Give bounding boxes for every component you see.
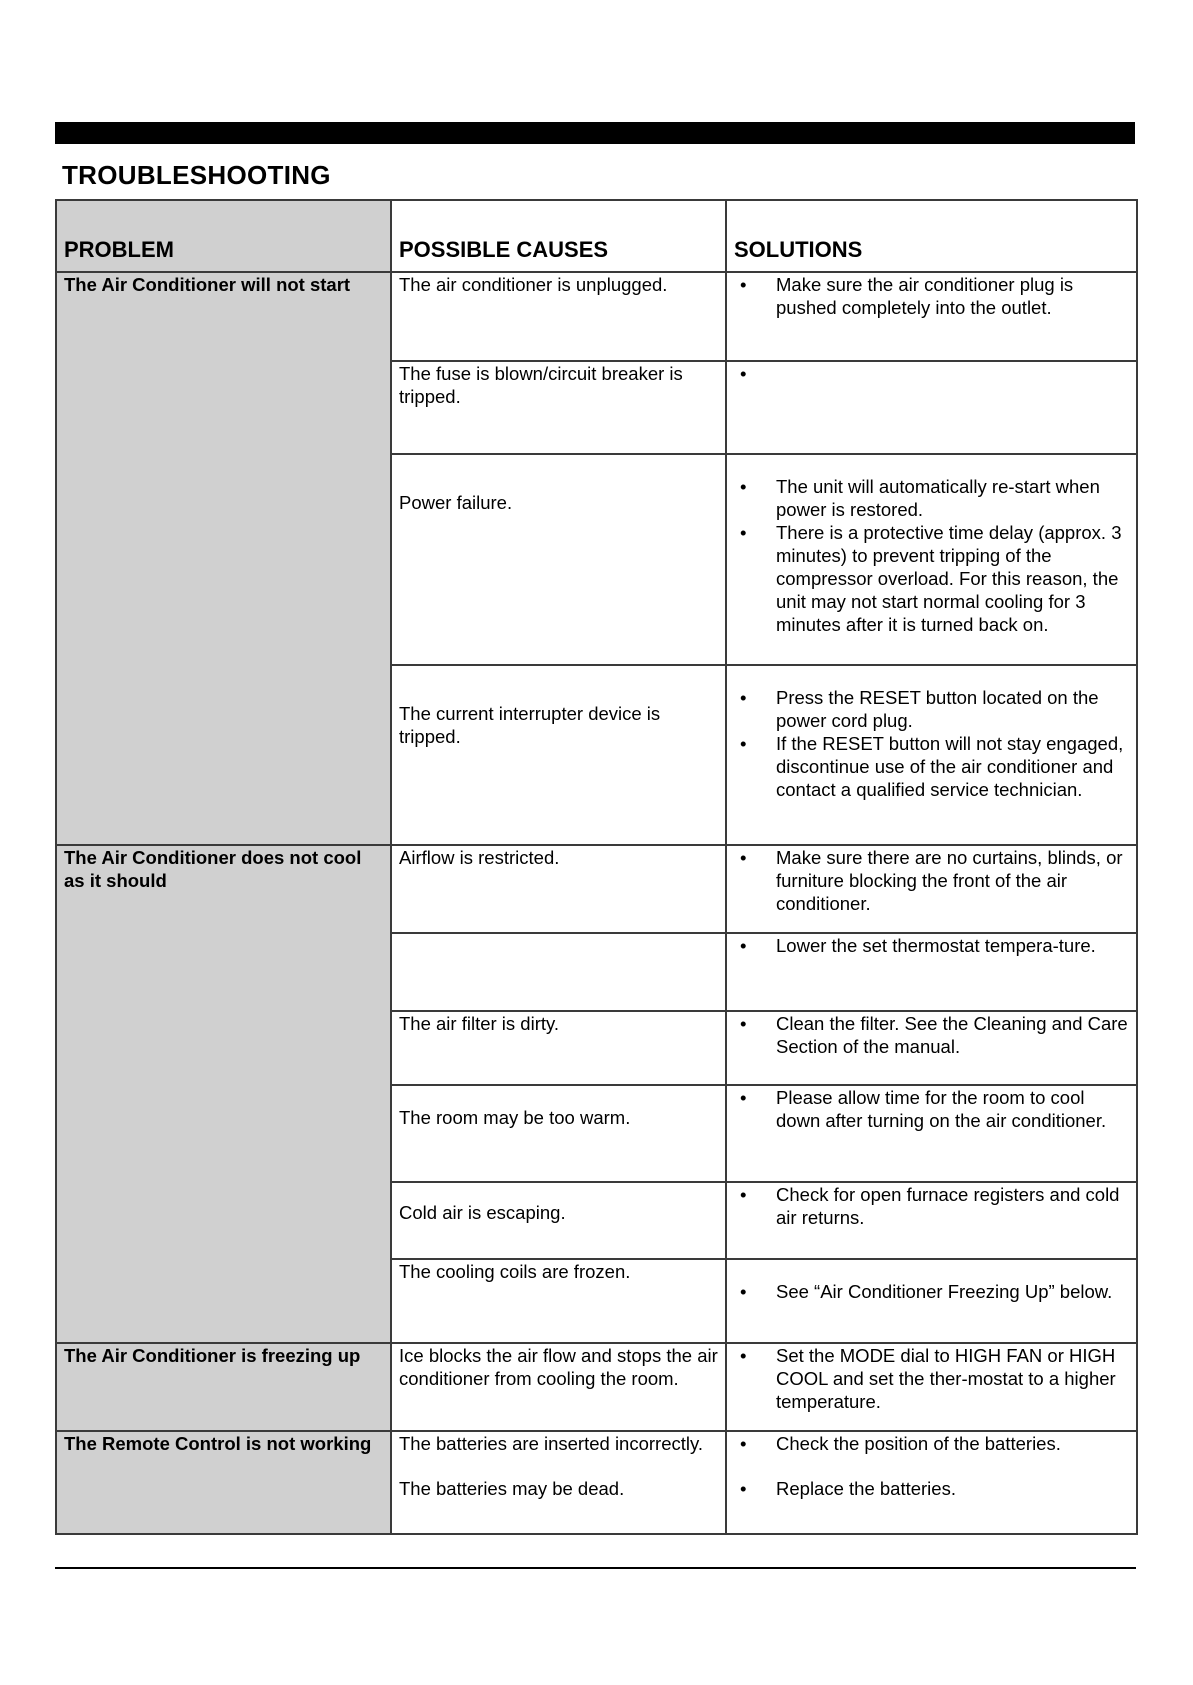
header-bar	[55, 122, 1135, 144]
cause-cell: The room may be too warm.	[391, 1085, 726, 1182]
bullet-icon: •	[740, 274, 747, 295]
solution-item: • Replace the batteries.	[740, 1477, 956, 1499]
problem-cell: The Air Conditioner is freezing up	[56, 1343, 391, 1431]
bullet-icon: •	[740, 935, 747, 957]
cause-line: The batteries may be dead.	[399, 1477, 625, 1499]
cause-cell: The fuse is blown/circuit breaker is tripped.	[391, 361, 726, 454]
solution-cell	[726, 845, 1137, 933]
solution-item: • Make sure the air conditioner plug is pushed completely into the outlet.	[740, 274, 1074, 318]
bullet-icon: •	[740, 1087, 747, 1109]
cause-cell	[391, 933, 726, 1011]
solution-cell	[726, 1011, 1137, 1086]
problem-header: PROBLEM	[56, 200, 391, 272]
spacer	[734, 1455, 1129, 1477]
bullet-icon: •	[740, 362, 747, 384]
problem-cell: The Air Conditioner will not start	[56, 272, 391, 845]
solution-cell	[726, 454, 1137, 666]
solution-cell	[726, 1259, 1137, 1343]
solution-item: • See “Air Conditioner Freezing Up” below.	[740, 1281, 1113, 1303]
bullet-icon: •	[740, 1432, 747, 1454]
solution-item: • Please allow time for the room to cool down after turning on the air conditioner.	[740, 1087, 1107, 1132]
solution-cell	[726, 272, 1137, 361]
solution-item: • Lower the set thermostat tempera-ture.	[740, 935, 1096, 957]
page-title: TROUBLESHOOTING	[62, 160, 331, 190]
solution-item: • Set the MODE dial to HIGH FAN or HIGH COOL and set the ther-mostat to a higher temperature.	[740, 1344, 1116, 1412]
footer-rule	[55, 1567, 1136, 1569]
cause-cell: Power failure.	[391, 454, 726, 666]
causes-header: POSSIBLE CAUSES	[391, 200, 726, 272]
table-row	[56, 272, 1137, 361]
table-row	[56, 845, 1137, 933]
cause-cell	[391, 1431, 726, 1534]
solution-cell	[726, 1085, 1137, 1182]
cause-cell: The air conditioner is unplugged.	[391, 272, 726, 361]
bullet-icon: •	[740, 687, 747, 709]
problem-cell: The Remote Control is not working	[56, 1431, 391, 1534]
table-row	[56, 1343, 1137, 1431]
header-row	[56, 200, 1137, 272]
problem-cell: The Air Conditioner does not cool as it should	[56, 845, 391, 1343]
solution-item: • Make sure there are no curtains, blinds, or furniture blocking the front of the air conditioner.	[740, 847, 1123, 915]
cause-cell: The air filter is dirty.	[391, 1011, 726, 1086]
solution-cell	[726, 1343, 1137, 1431]
table-row	[56, 1431, 1137, 1534]
solutions-header: SOLUTIONS	[726, 200, 1137, 272]
bullet-icon: •	[740, 1477, 747, 1499]
cause-cell: Ice blocks the air flow and stops the air conditioner from cooling the room.	[391, 1343, 726, 1431]
solution-cell	[726, 361, 1137, 454]
solution-item: • There is a protective time delay (approx. 3 minutes) to prevent tripping of the compressor overload. For this reason, the unit may not start normal cooling for 3 minutes after it is turned back on.	[740, 521, 1122, 635]
bullet-icon: •	[740, 847, 747, 869]
bullet-icon: •	[740, 733, 747, 755]
solution-item: • Clean the filter. See the Cleaning and Care Section of the manual.	[740, 1012, 1128, 1057]
bullet-icon: •	[740, 521, 747, 543]
solution-item: • Press the RESET button located on the power cord plug.	[740, 687, 1099, 732]
solution-cell	[726, 1182, 1137, 1259]
solution-cell	[726, 933, 1137, 1011]
solution-item: • Check the position of the batteries.	[740, 1432, 1061, 1454]
bullet-icon: •	[740, 1281, 747, 1303]
solution-cell	[726, 1431, 1137, 1534]
bullet-icon: •	[740, 475, 747, 497]
bullet-icon: •	[740, 1184, 747, 1206]
cause-cell: The cooling coils are frozen.	[391, 1259, 726, 1343]
spacer	[399, 1455, 718, 1477]
cause-cell: Cold air is escaping.	[391, 1182, 726, 1259]
solution-cell	[726, 665, 1137, 845]
cause-cell: Airflow is restricted.	[391, 845, 726, 933]
bullet-icon: •	[740, 1012, 747, 1034]
solution-item: • Check for open furnace registers and cold air returns.	[740, 1184, 1120, 1229]
solution-item: • The unit will automatically re-start when power is restored.	[740, 475, 1100, 520]
solution-item: • If the RESET button will not stay engaged, discontinue use of the air conditioner and contact a qualified service technician.	[740, 733, 1124, 801]
cause-line: The batteries are inserted incorrectly.	[399, 1432, 704, 1454]
troubleshooting-table	[55, 199, 1138, 1535]
bullet-icon: •	[740, 1344, 747, 1366]
cause-cell: The current interrupter device is tripped.	[391, 665, 726, 845]
